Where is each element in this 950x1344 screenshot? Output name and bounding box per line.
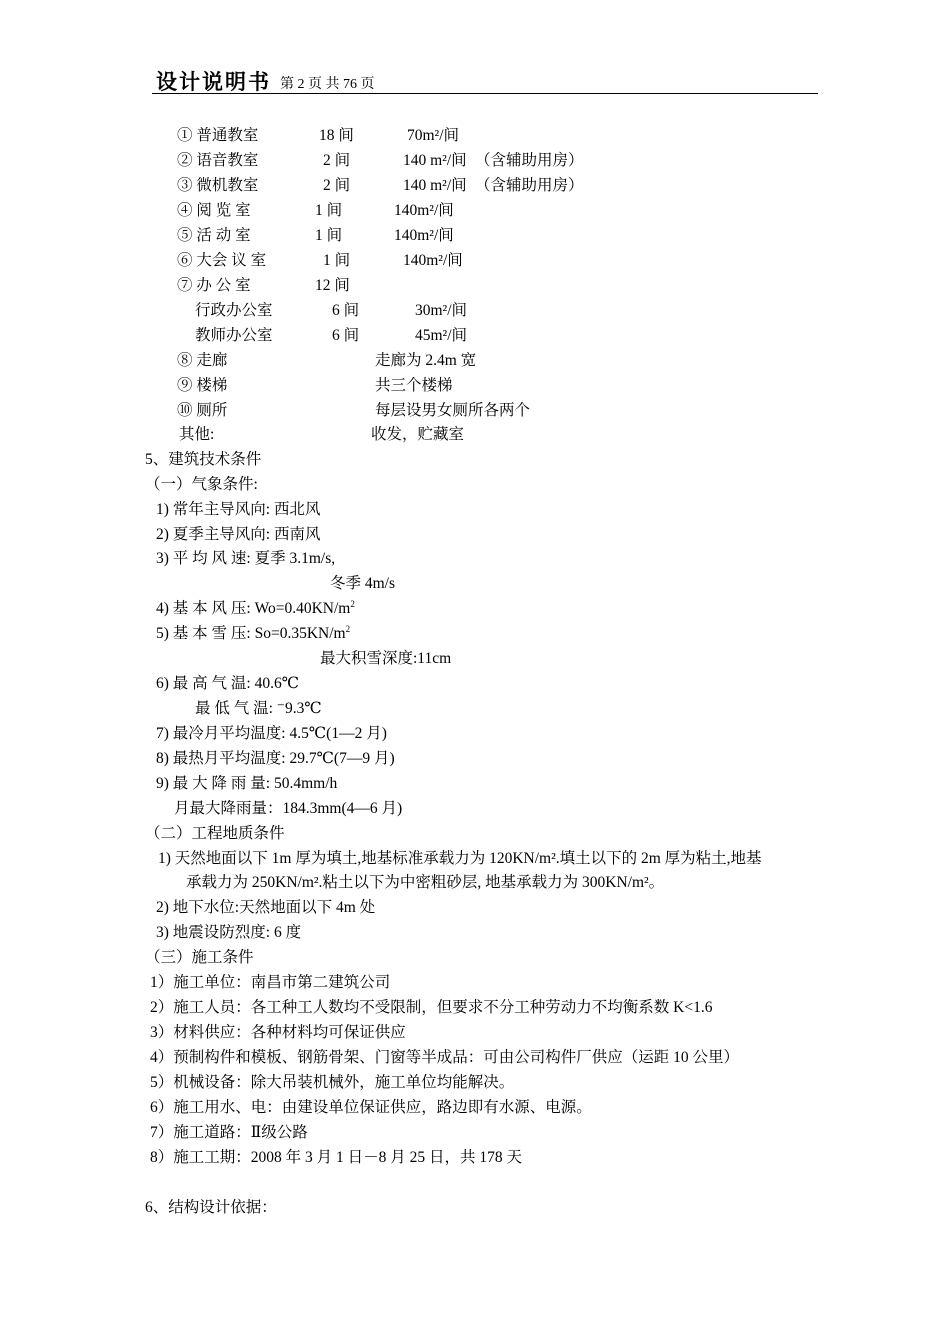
room-count: 1 间 <box>323 252 351 269</box>
room-area: 30m²/间 <box>415 302 468 319</box>
construct-line: 6）施工用水、电：由建设单位保证供应，路边即有水源、电源。 <box>150 1099 592 1116</box>
climate-line: 4) 基 本 风 压: $Wo=0.40KN/m^2$ <box>156 598 355 617</box>
climate-line: 1) 常年主导风向: 西北风 <box>156 501 321 518</box>
room-note: （含辅助用房） <box>475 177 584 194</box>
construct-line: 4）预制构件和模板、钢筋骨架、门窗等半成品：可由公司构件厂供应（运距 10 公里） <box>150 1049 740 1066</box>
geo-line: 2) 地下水位:天然地面以下 4m 处 <box>156 899 376 916</box>
room-count: 12 间 <box>315 277 350 294</box>
subsection-heading: （三）施工条件 <box>145 949 254 966</box>
subsection-heading: （一）气象条件: <box>145 476 258 493</box>
room-name: ② 语音教室 <box>177 152 259 169</box>
climate-line: 6) 最 高 气 温: 40.6℃ <box>156 675 300 692</box>
climate-line: 最 低 气 温: ⁻9.3℃ <box>195 700 322 717</box>
construct-line: 1）施工单位：南昌市第二建筑公司 <box>150 974 391 991</box>
room-count: 6 间 <box>332 327 360 344</box>
room-name: 行政办公室 <box>195 302 273 319</box>
room-area: 共三个楼梯 <box>375 377 453 394</box>
climate-line: 2) 夏季主导风向: 西南风 <box>156 526 321 543</box>
climate-line: 月最大降雨量：184.3mm(4—6 月) <box>174 800 403 817</box>
climate-line: 8) 最热月平均温度: 29.7℃(7—9 月) <box>156 750 395 767</box>
room-area: 收发，贮藏室 <box>371 426 465 443</box>
room-name: 其他: <box>179 426 215 443</box>
page-number: 第 2 页 共 76 页 <box>280 77 375 92</box>
room-name: ④ 阅 览 室 <box>177 202 251 219</box>
climate-line: 3) 平 均 风 速: 夏季 3.1m/s, <box>156 550 336 567</box>
climate-line: 9) 最 大 降 雨 量: 50.4mm/h <box>156 775 338 792</box>
construct-line: 2）施工人员：各工种工人数均不受限制，但要求不分工种劳动力不均衡系数 K<1.6 <box>150 999 713 1016</box>
document-title: 设计说明书 <box>156 70 271 94</box>
room-name: ⑥ 大会 议 室 <box>177 252 267 269</box>
subsection-heading: （二）工程地质条件 <box>145 825 285 842</box>
room-name: ① 普通教室 <box>177 127 259 144</box>
room-count: 2 间 <box>323 177 351 194</box>
room-note: （含辅助用房） <box>475 152 584 169</box>
room-name: ⑧ 走廊 <box>177 352 228 369</box>
room-area: 每层设男女厕所各两个 <box>375 402 531 419</box>
construct-line: 5）机械设备：除大吊装机械外，施工单位均能解决。 <box>150 1074 515 1091</box>
section-heading: 5、建筑技术条件 <box>145 451 262 468</box>
construct-line: 7）施工道路：Ⅱ级公路 <box>150 1124 308 1141</box>
room-name: 教师办公室 <box>195 327 273 344</box>
room-name: ⑨ 楼梯 <box>177 377 228 394</box>
room-area: 45m²/间 <box>415 327 468 344</box>
room-name: ⑤ 活 动 室 <box>177 227 251 244</box>
climate-line: 冬季 4m/s <box>330 575 396 592</box>
construct-line: 3）材料供应：各种材料均可保证供应 <box>150 1024 406 1041</box>
room-count: 1 间 <box>315 202 343 219</box>
climate-line: 最大积雪深度:11cm <box>320 650 452 667</box>
room-count: 2 间 <box>323 152 351 169</box>
room-area: 140m²/间 <box>394 202 454 219</box>
room-area: 140m²/间 <box>394 227 454 244</box>
page-header <box>152 66 818 94</box>
room-name: ⑩ 厕所 <box>177 402 228 419</box>
room-area: 走廊为 2.4m 宽 <box>375 352 477 369</box>
geo-line: 3) 地震设防烈度: 6 度 <box>156 924 302 941</box>
room-area: 70m²/间 <box>407 127 460 144</box>
climate-line: 7) 最冷月平均温度: 4.5℃(1—2 月) <box>156 725 387 742</box>
section-heading: 6、结构设计依据： <box>145 1199 277 1216</box>
geo-line: 承载力为 250KN/m².粘土以下为中密粗砂层, 地基承载力为 300KN/m²。 <box>186 874 665 891</box>
room-count: 6 间 <box>332 302 360 319</box>
room-area: 140m²/间 <box>403 252 463 269</box>
room-name: ③ 微机教室 <box>177 177 259 194</box>
room-area: 140 m²/间 <box>403 152 467 169</box>
room-area: 140 m²/间 <box>403 177 467 194</box>
climate-line: 5) 基 本 雪 压: $So=0.35KN/m^2$ <box>156 623 351 642</box>
room-name: ⑦ 办 公 室 <box>177 277 251 294</box>
room-count: 1 间 <box>315 227 343 244</box>
construct-line: 8）施工工期：2008 年 3 月 1 日－8 月 25 日，共 178 天 <box>150 1149 523 1166</box>
geo-line: 1) 天然地面以下 1m 厚为填土,地基标准承载力为 120KN/m².填土以下的 2m 厚为粘土,地基 <box>158 850 762 867</box>
room-count: 18 间 <box>319 127 354 144</box>
